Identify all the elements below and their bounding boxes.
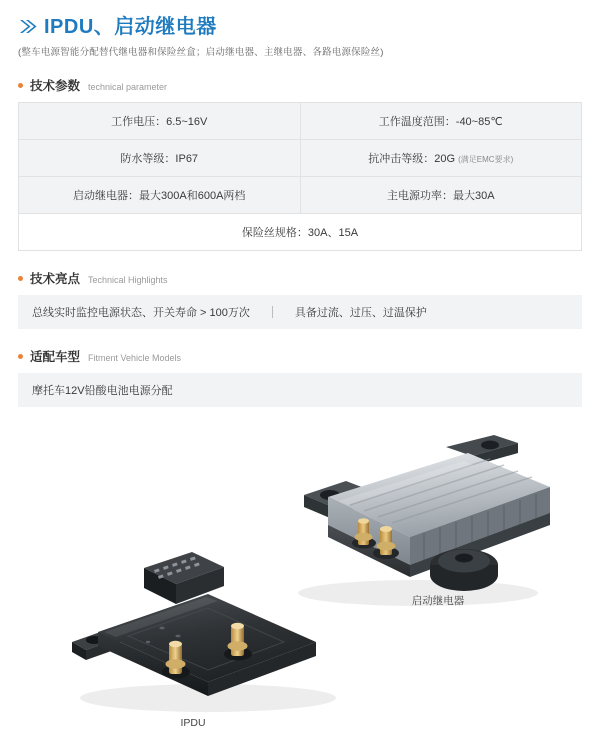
relay-caption: 启动继电器 — [411, 595, 465, 607]
table-row — [19, 177, 582, 214]
product-images — [18, 425, 582, 755]
table-row — [19, 140, 582, 177]
spec-cell-right-note: (满足EMC要求) — [458, 155, 514, 164]
page-header — [18, 0, 582, 38]
section-title-cn: 适配车型 — [30, 350, 81, 364]
spec-table — [18, 102, 582, 251]
section-title-en: Fitment Vehicle Models — [88, 353, 182, 363]
spec-cell-right — [300, 177, 582, 214]
page-subtitle: (整车电源智能分配替代继电器和保险丝盒；启动继电器、主继电器、各路电源保险丝) — [18, 47, 384, 58]
page-title: IPDU、启动继电器 — [44, 16, 217, 38]
highlight-item-2: 具备过流、过压、过温保护 — [294, 307, 427, 319]
bullet-dot-icon — [18, 83, 23, 88]
spec-cell-left: 启动继电器：最大300A和600A两档 — [19, 177, 301, 214]
spec-cell-right-text: 抗冲击等级：20G — [368, 153, 456, 165]
spec-cell-full: 保险丝规格：30A、15A — [19, 214, 582, 251]
section-fitment-heading — [18, 347, 582, 365]
table-row — [19, 103, 582, 140]
section-title-cn: 技术参数 — [30, 79, 81, 93]
ipdu-image — [58, 520, 348, 720]
bullet-dot-icon — [18, 354, 23, 359]
double-chevron-right-icon — [18, 16, 40, 38]
ipdu-caption: IPDU — [180, 717, 206, 729]
fitment-item-1: 摩托车12V铅酸电池电源分配 — [32, 385, 173, 397]
spec-cell-right-text: 主电源功率：最大30A — [386, 190, 495, 202]
bullet-dot-icon — [18, 276, 23, 281]
section-highlights-heading — [18, 269, 582, 287]
section-title-cn: 技术亮点 — [30, 272, 81, 286]
highlight-item-1: 总线实时监控电源状态、开关寿命 > 100万次 — [32, 307, 250, 319]
fitment-band — [18, 373, 582, 407]
spec-cell-right-text: 工作温度范围：-40~85℃ — [378, 116, 503, 128]
spec-cell-left: 工作电压：6.5~16V — [19, 103, 301, 140]
section-tech-params-heading — [18, 76, 582, 94]
divider — [272, 306, 273, 318]
section-title-en: technical parameter — [88, 82, 168, 92]
spec-cell-left: 防水等级：IP67 — [19, 140, 301, 177]
table-row — [19, 214, 582, 251]
spec-cell-right — [300, 103, 582, 140]
highlights-band — [18, 295, 582, 329]
spec-cell-right — [300, 140, 582, 177]
section-title-en: Technical Highlights — [88, 275, 168, 285]
